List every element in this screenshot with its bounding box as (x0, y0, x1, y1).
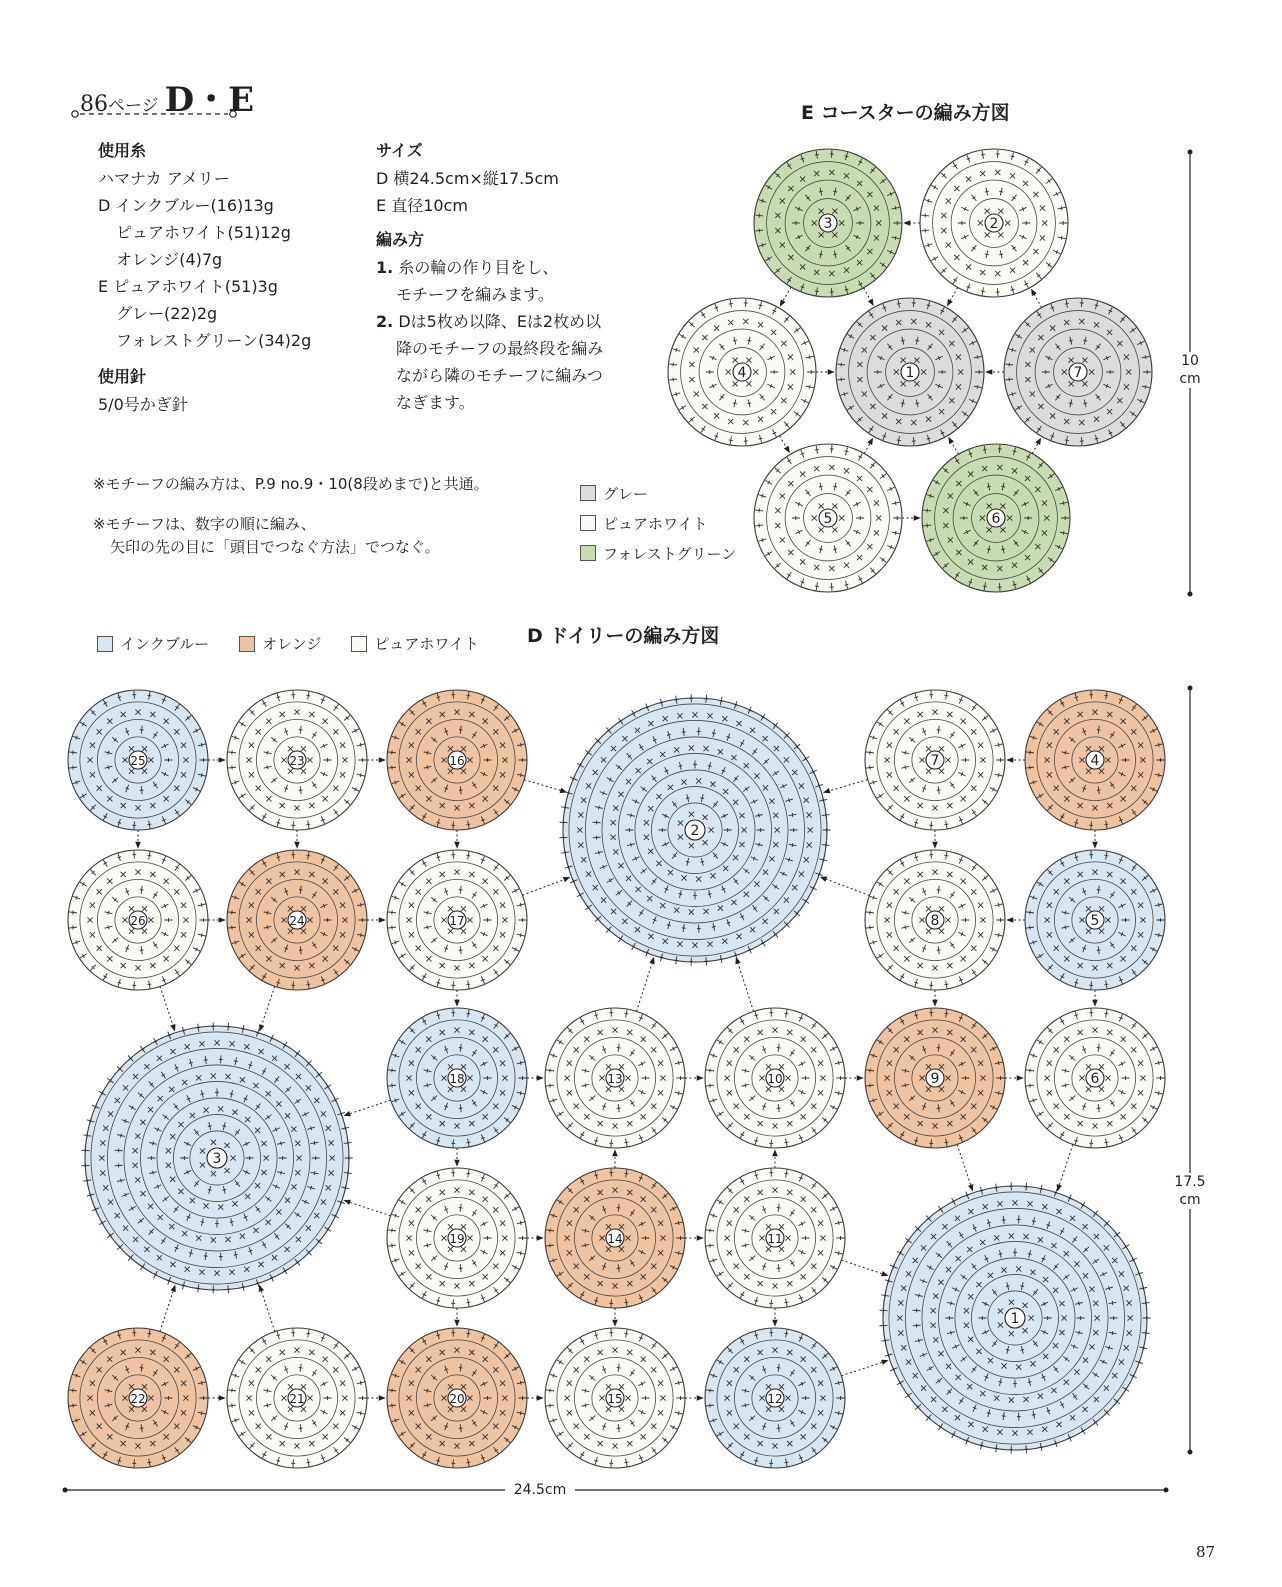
join-arrow (780, 287, 791, 306)
step-line: 糸の輪の作り目をし、 (398, 258, 559, 277)
join-arrow (160, 1285, 175, 1331)
join-arrow (841, 1360, 887, 1375)
motif-number: 18 (449, 1072, 465, 1086)
coaster-height-label: 10 cm (1172, 352, 1208, 388)
yarn-d-line: D インクブルー(16)13g (98, 196, 274, 215)
motif-number: 14 (607, 1232, 623, 1246)
motif-number: 12 (767, 1392, 783, 1406)
method-label: 編み方 (376, 230, 425, 249)
join-arrow (824, 780, 868, 793)
join-arrow (820, 877, 869, 895)
motif-number: 16 (449, 754, 465, 768)
coaster-title: E コースターの編み方図 (801, 102, 1010, 124)
motifs (68, 149, 1165, 1468)
join-arrow (260, 986, 275, 1031)
yarn-brand: ハマナカ アメリー (98, 169, 230, 188)
motif-number: 25 (130, 754, 146, 768)
join-arrow (841, 1260, 887, 1275)
page-ref-label: ページ (108, 96, 159, 116)
size-e: E 直径10cm (376, 196, 468, 215)
motif-number: 1 (905, 365, 915, 381)
size-d: D 横24.5cm×縦17.5cm (376, 169, 559, 188)
hook-value: 5/0号かぎ針 (98, 395, 188, 414)
motif-number: 20 (449, 1392, 465, 1406)
legend-item-white: ピュアホワイト (351, 633, 479, 654)
motif-number: 11 (767, 1232, 783, 1246)
step-line: Dは5枚め以降、Eは2枚め以 (398, 312, 602, 331)
doily-height-dimension (1188, 686, 1193, 1455)
yarn-d-line: ピュアホワイト(51)12g (116, 223, 291, 242)
doily-width-label: 24.5cm (505, 1481, 575, 1499)
motif-1 (880, 1182, 1151, 1453)
motif-number: 21 (289, 1392, 305, 1406)
motif-number: 17 (449, 914, 465, 928)
motif-number: 2 (989, 216, 999, 232)
motif-23 (227, 690, 367, 830)
join-arrow (522, 877, 569, 895)
motif-15 (545, 1328, 685, 1468)
motif-3 (82, 1022, 353, 1293)
motif-17 (387, 850, 527, 990)
doily-title: D ドイリーの編み方図 (527, 625, 720, 647)
motif-number: 23 (289, 754, 305, 768)
join-arrow (160, 986, 175, 1030)
yarn-e-line: E ピュアホワイト(51)3g (98, 277, 278, 296)
legend-item-orange: オレンジ (239, 633, 321, 654)
motif-number: 10 (767, 1072, 783, 1086)
motif-number: 4 (1090, 753, 1100, 769)
motif-number: 5 (823, 511, 833, 527)
motif-11 (705, 1168, 845, 1308)
doily-width-dimension (63, 1488, 1169, 1493)
motif-number: 4 (737, 365, 747, 381)
page-ref-number: 86 (80, 92, 108, 117)
motif-14 (545, 1168, 685, 1308)
motif-number: 7 (930, 753, 940, 769)
join-arrow (259, 1285, 274, 1331)
motif-2 (560, 694, 831, 965)
join-arrow (736, 958, 753, 1012)
motif-number: 6 (1090, 1071, 1100, 1087)
step-line: なぎます。 (396, 393, 475, 412)
pattern-codes: D・E (164, 80, 255, 120)
legend-item-ink-blue: インクブルー (97, 633, 209, 654)
motif-number: 6 (991, 511, 1001, 527)
motif-number: 15 (607, 1392, 623, 1406)
legend-item-gray: グレー (580, 478, 736, 508)
step-line: ながら隣のモチーフに編みつ (396, 366, 603, 385)
hook-label: 使用針 (98, 367, 147, 386)
motif-number: 19 (449, 1232, 465, 1246)
motif-number: 8 (930, 913, 940, 929)
motif-5 (1025, 850, 1165, 990)
note-join-order: ※モチーフは、数字の順に編み、 (93, 515, 316, 533)
motif-number: 5 (1090, 913, 1100, 929)
step-number: 1. (376, 258, 394, 277)
join-arrow (636, 958, 653, 1012)
motif-9 (865, 1008, 1005, 1148)
step-line: 降のモチーフの最終段を編み (396, 339, 604, 358)
motif-10 (705, 1008, 845, 1148)
motif-2 (920, 149, 1068, 297)
join-arrow (1032, 438, 1041, 453)
motif-19 (387, 1168, 527, 1308)
note-join-order-2: 矢印の先の目に「頭目でつなぐ方法」でつなぐ。 (110, 538, 440, 556)
join-arrow (957, 1144, 972, 1190)
motif-number: 22 (130, 1392, 146, 1406)
join-arrow (864, 438, 873, 453)
join-arrow (1057, 1144, 1072, 1190)
motif-number: 13 (607, 1072, 623, 1086)
motif-21 (227, 1328, 367, 1468)
motif-number: 9 (930, 1071, 940, 1087)
motif-25 (68, 690, 208, 830)
motif-22 (68, 1328, 208, 1468)
join-arrow (947, 287, 957, 305)
join-arrow (344, 1100, 390, 1115)
motif-number: 24 (289, 914, 305, 928)
motif-4 (1025, 690, 1165, 830)
join-arrow (780, 436, 790, 453)
motif-12 (705, 1328, 845, 1468)
yarn-e-line: フォレストグリーン(34)2g (116, 331, 312, 350)
motif-number: 3 (212, 1151, 222, 1167)
motif-3 (754, 149, 902, 297)
legend-item-green: フォレストグリーン (580, 538, 736, 568)
motif-number: 1 (1010, 1311, 1020, 1327)
motif-number: 2 (690, 823, 700, 839)
motif-18 (387, 1008, 527, 1148)
motif-16 (387, 690, 527, 830)
motif-6 (922, 444, 1070, 592)
motif-8 (865, 850, 1005, 990)
step-line: モチーフを編みます。 (396, 285, 554, 304)
motif-1 (836, 298, 984, 446)
join-arrow (864, 288, 874, 306)
size-label: サイズ (376, 141, 423, 160)
join-arrow (524, 780, 566, 792)
yarn-d-line: オレンジ(4)7g (116, 250, 223, 269)
page-number: 87 (1196, 1543, 1216, 1561)
yarn-e-line: グレー(22)2g (116, 304, 218, 323)
motif-number: 7 (1073, 365, 1083, 381)
doily-height-label: 17.5 cm (1168, 1173, 1212, 1209)
note-motif-method: ※モチーフの編み方は、P.9 no.9・10(8段めまで)と共通。 (93, 475, 489, 493)
motif-24 (227, 850, 367, 990)
motif-number: 3 (823, 216, 833, 232)
join-arrow (949, 437, 959, 454)
motif-13 (545, 1008, 685, 1148)
motif-4 (668, 298, 816, 446)
motif-number: 26 (130, 914, 146, 928)
motif-20 (387, 1328, 527, 1468)
motif-26 (68, 850, 208, 990)
legend-item-white: ピュアホワイト (580, 508, 736, 538)
join-arrow (1031, 289, 1041, 307)
motif-6 (1025, 1008, 1165, 1148)
motif-7 (1004, 298, 1152, 446)
motif-5 (754, 444, 902, 592)
motif-7 (865, 690, 1005, 830)
join-arrow (344, 1200, 390, 1215)
yarn-label: 使用糸 (98, 141, 147, 160)
step-number: 2. (376, 312, 394, 331)
